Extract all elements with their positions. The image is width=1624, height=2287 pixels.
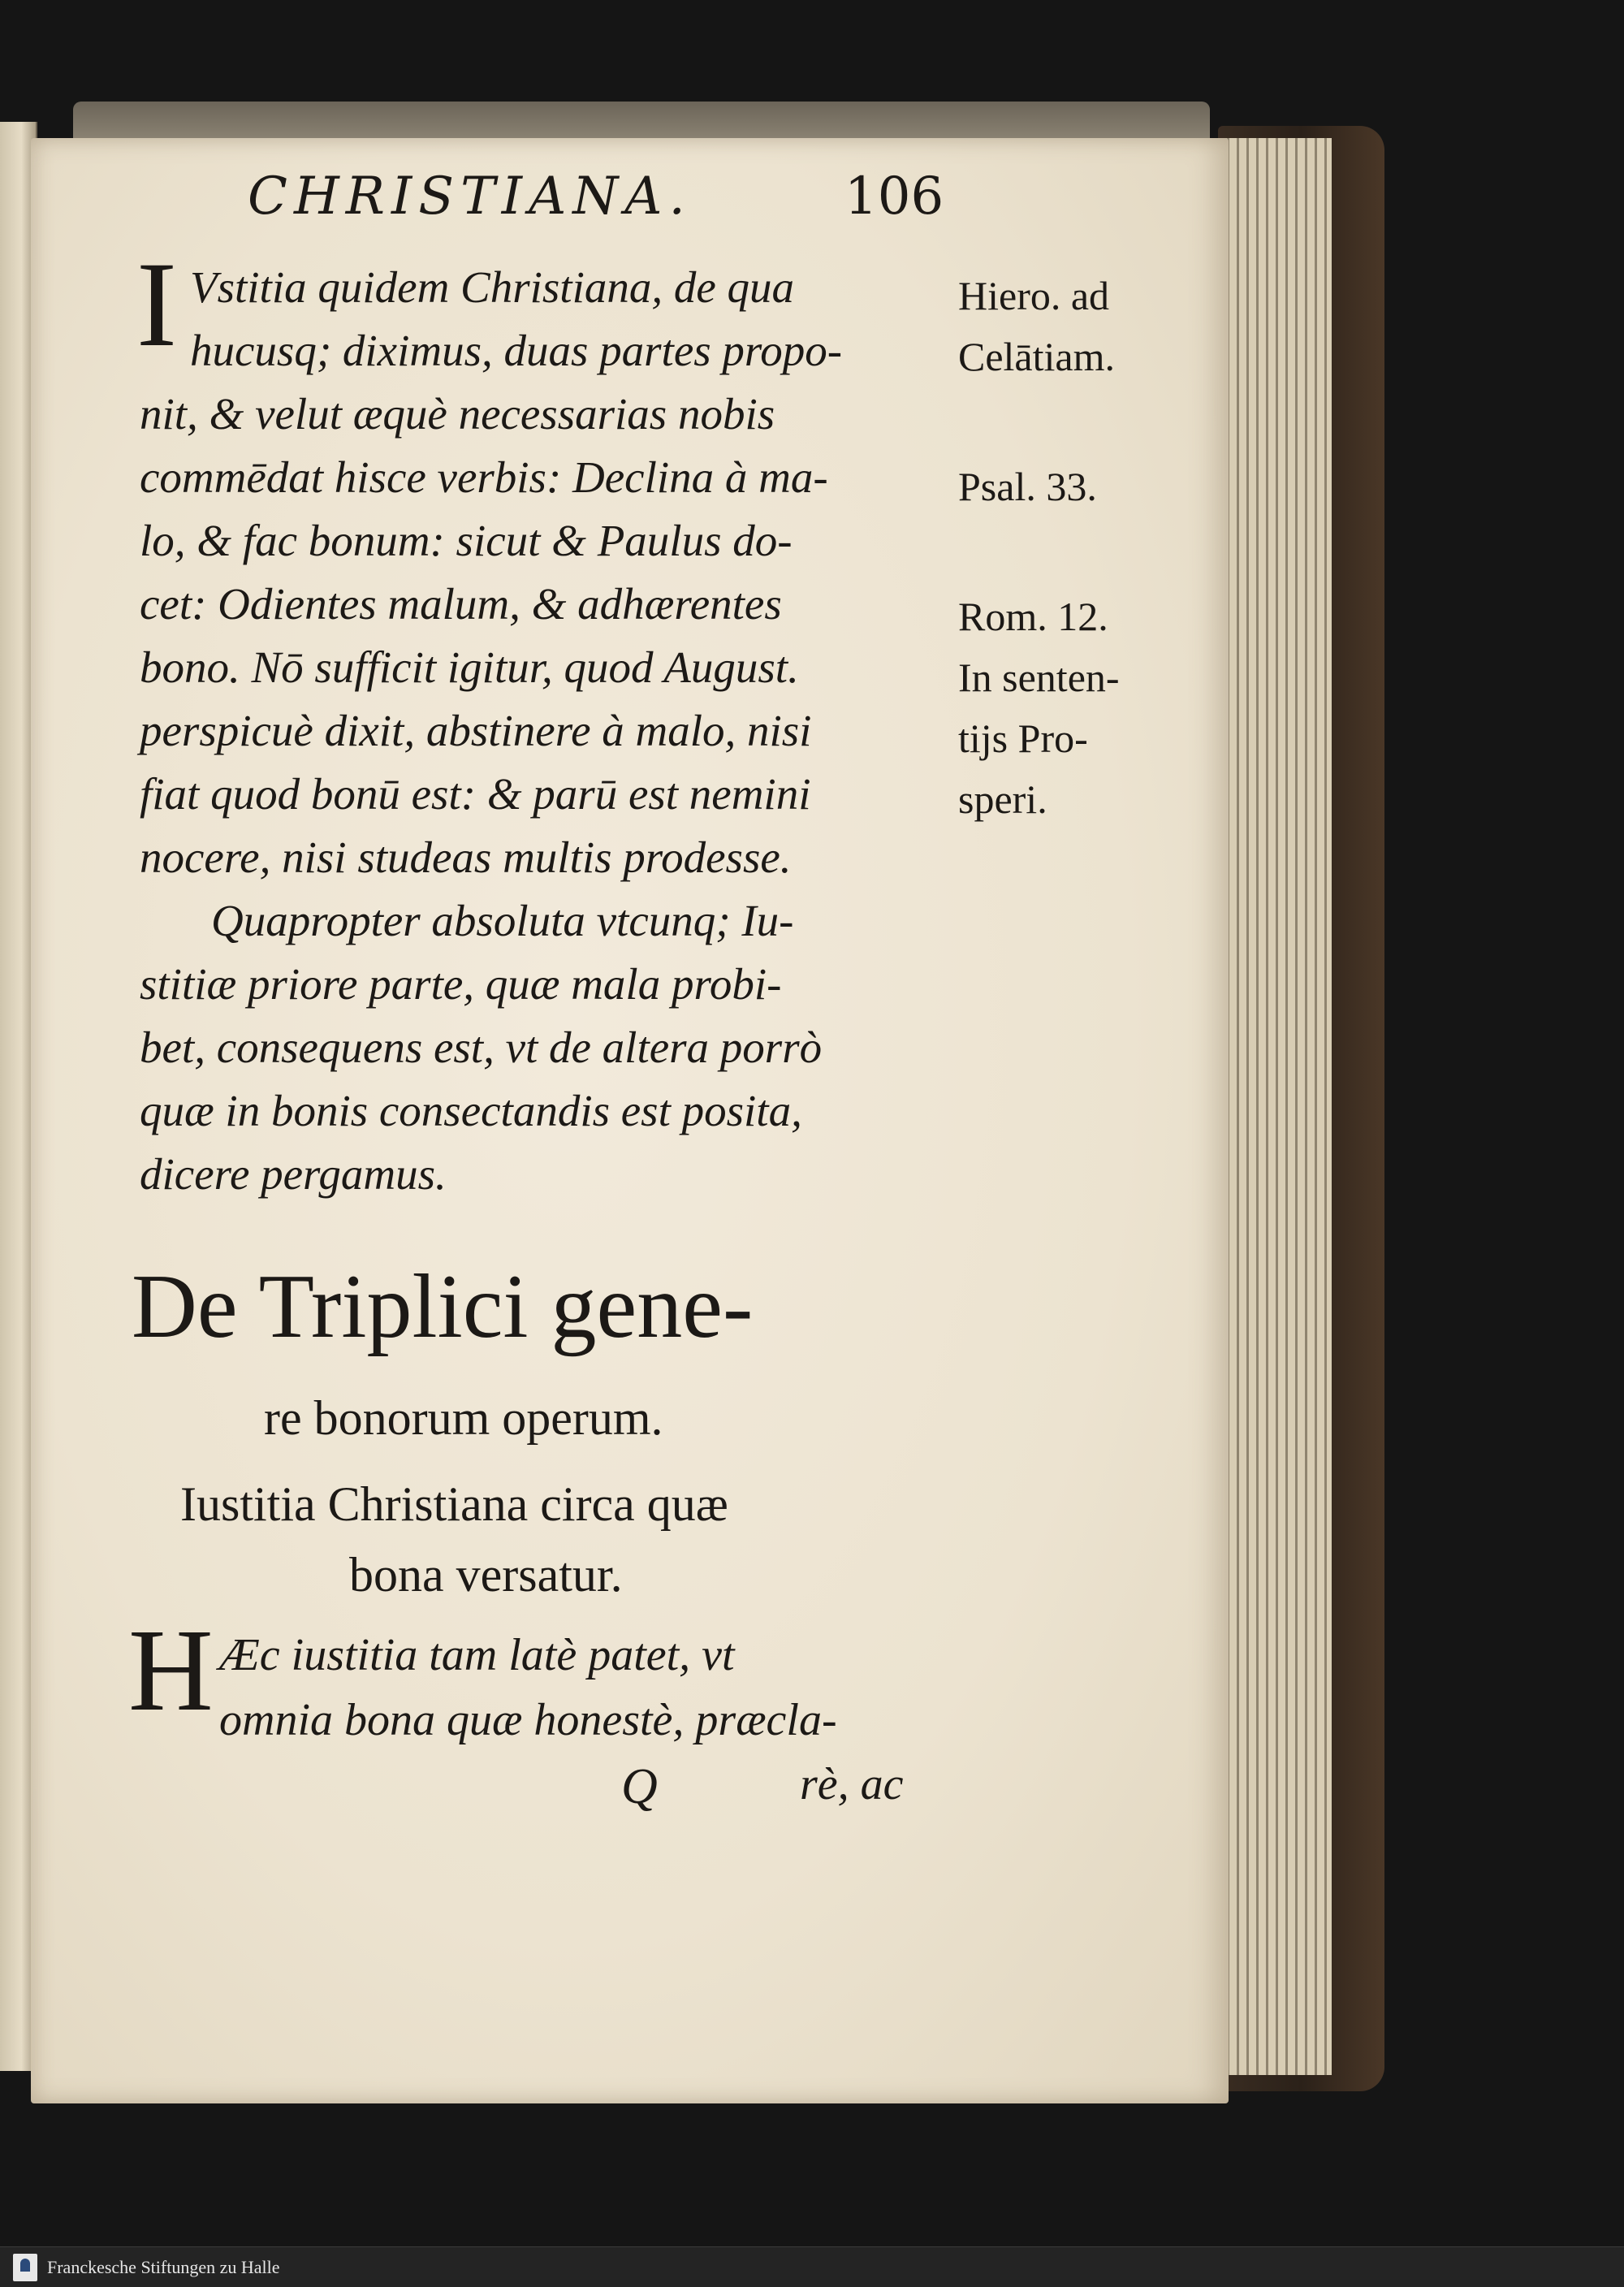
text-line: omnia bona quæ honestè, præcla- xyxy=(219,1695,837,1745)
text-line: hucusq; diximus, duas partes propo- xyxy=(190,326,843,375)
text-line: perspicuè dixit, abstinere à malo, nisi xyxy=(140,706,812,755)
margin-note: In senten- xyxy=(958,655,1120,700)
footer-bar xyxy=(0,2246,1624,2287)
text-line: bono. Nō sufficit igitur, quod August. xyxy=(140,642,799,692)
body-text xyxy=(140,256,944,1206)
subtitle: Iustitia Christiana circa quæ xyxy=(180,1477,728,1531)
drop-cap-h: H xyxy=(128,1606,214,1736)
margin-note: Psal. 33. xyxy=(958,464,1097,509)
text-line: stitiæ priore parte, quæ mala probi- xyxy=(140,959,782,1009)
text-line: nocere, nisi studeas multis prodesse. xyxy=(140,832,792,882)
margin-note: tijs Pro- xyxy=(958,715,1088,761)
text-line: bet, consequens est, vt de altera porrò xyxy=(140,1022,823,1072)
text-line: commēdat hisce verbis: Declina à ma- xyxy=(140,452,828,502)
text-line: lo, & fac bonum: sicut & Paulus do- xyxy=(140,516,793,565)
text-line: cet: Odientes malum, & adhærentes xyxy=(140,579,782,629)
running-head: CHRISTIANA. xyxy=(248,166,692,227)
text-line: Vstitia quidem Christiana, de qua xyxy=(190,262,795,312)
text-line: Quapropter absoluta vtcunq; Iu- xyxy=(211,896,794,945)
book-top-edge xyxy=(73,102,1210,139)
margin-note: speri. xyxy=(958,776,1047,822)
section-title: De Triplici gene- xyxy=(132,1256,754,1357)
text-line: dicere pergamus. xyxy=(140,1149,447,1199)
text-line: quæ in bonis consectandis est posita, xyxy=(140,1086,802,1135)
drop-cap-i: I xyxy=(136,237,177,372)
signature-mark: Q xyxy=(621,1759,658,1814)
text-line: fiat quod bonū est: & parū est nemini xyxy=(140,769,811,819)
institution-name: Franckesche Stiftungen zu Halle xyxy=(47,2257,280,2277)
catchword: rè, ac xyxy=(800,1759,904,1809)
institution-logo-icon xyxy=(13,2254,37,2281)
margin-note: Celātiam. xyxy=(958,334,1115,379)
page-number: 106 xyxy=(844,166,944,227)
text-line: nit, & velut æquè necessarias nobis xyxy=(140,389,775,439)
text-line: Æc iustitia tam latè patet, vt xyxy=(219,1630,735,1680)
margin-note: Rom. 12. xyxy=(958,594,1108,639)
subtitle-continued: bona versatur. xyxy=(349,1548,623,1602)
section-title-continued: re bonorum operum. xyxy=(264,1391,663,1445)
margin-note: Hiero. ad xyxy=(958,273,1110,318)
paragraph xyxy=(219,1623,837,1753)
